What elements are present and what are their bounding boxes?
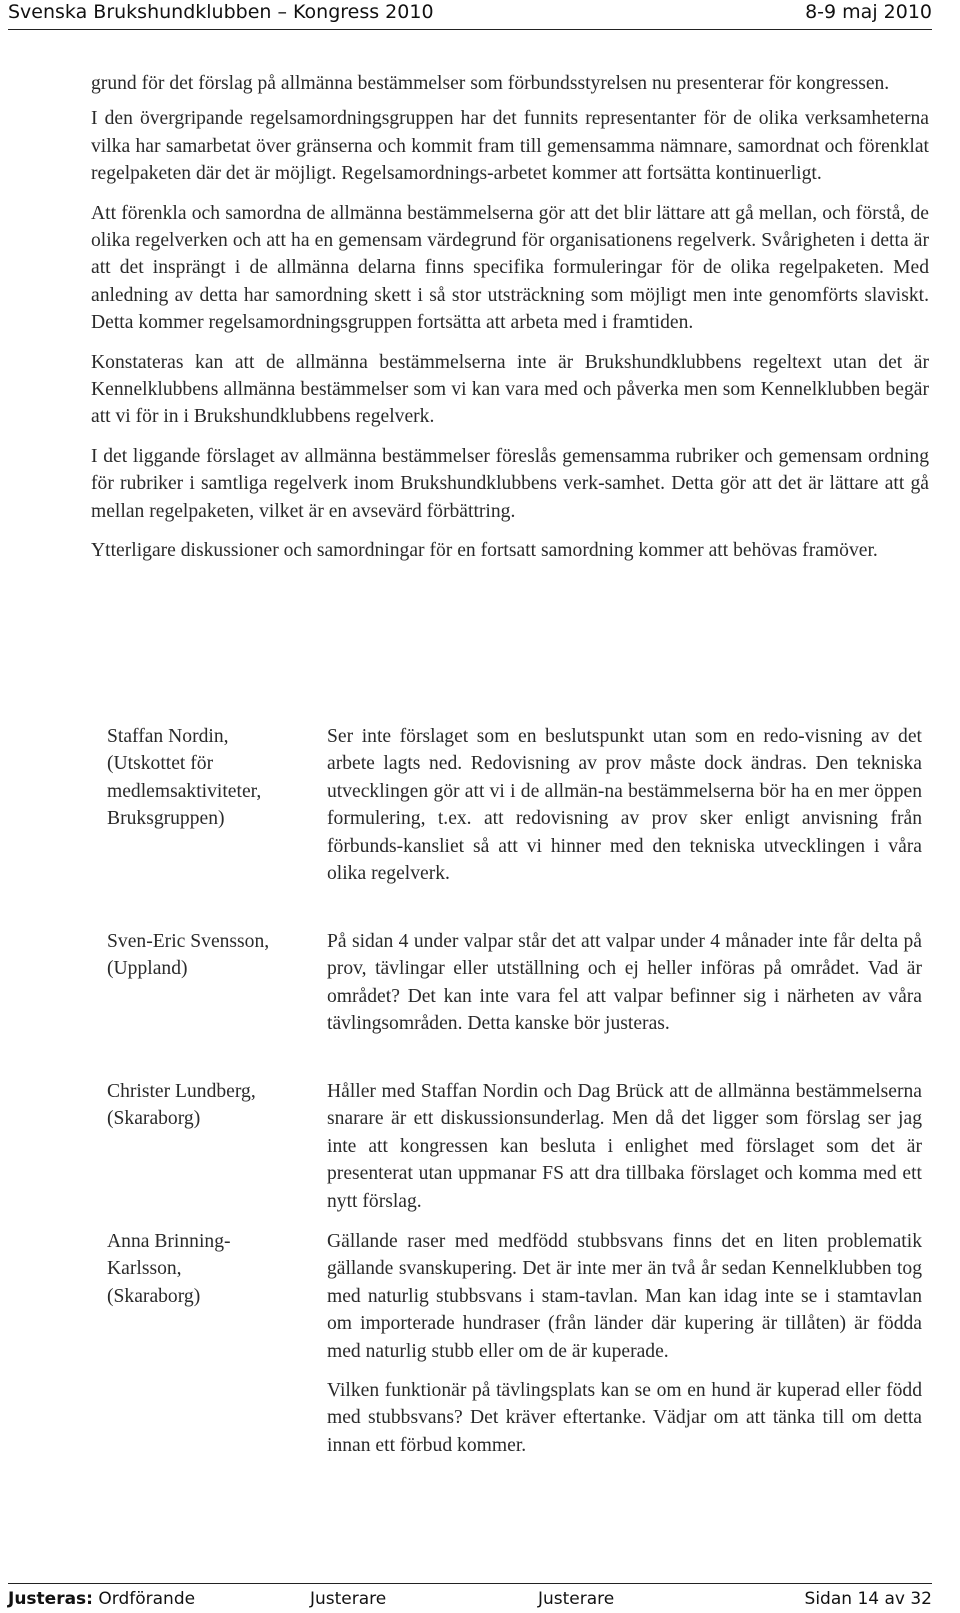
page-number: Sidan 14 av 32	[804, 1589, 932, 1609]
body-paragraph: Att förenkla och samordna de allmänna bestämmelserna gör att det blir lättare att gå mellan, och förstå, de olika regelverken och att ha en gemensam värdegrund för organisationens regelverk. Svårigheten i detta är att det insprängt i de allmänna delarna finns specifika formuleringar för de olika regelpaketen. Med anledning av detta har samordning skett i så stor utsträckning som möjligt men inte genomförts slaviskt. Detta kommer regelsamordningsgruppen fortsätta att arbeta med i framtiden.	[91, 202, 929, 334]
comment-body	[327, 1078, 922, 1215]
footer-justerare-1: Justerare	[310, 1589, 387, 1609]
ordforande-label: Ordförande	[98, 1589, 196, 1609]
comment-body	[327, 1228, 922, 1459]
footer-justerare-2: Justerare	[538, 1589, 615, 1609]
comment-author: Christer Lundberg, (Skaraborg)	[107, 1081, 256, 1130]
body-paragraph: grund för det förslag på allmänna bestämmelser som förbundsstyrelsen nu presenterar för kongressen.	[91, 73, 890, 94]
document-title: Svenska Brukshundklubben – Kongress 2010	[8, 1, 434, 23]
comment-paragraph: Vilken funktionär på tävlingsplats kan se om en hund är kuperad eller född med stubbsvans? Det kräver eftertanke. Vädjar om att tänka till om detta innan ett förbud kommer.	[327, 1380, 922, 1456]
comment-author: Staffan Nordin, (Utskottet för medlemsaktiviteter, Bruksgruppen)	[107, 726, 262, 830]
comment-author: Anna Brinning- Karlsson, (Skaraborg)	[107, 1231, 231, 1307]
body-paragraph: Konstateras kan att de allmänna bestämmelserna inte är Brukshundklubbens regeltext utan det är Kennelklubbens allmänna bestämmelser som vi kan vara med och påverka men som Kennelklubben begär att vi för in i Brukshundklubbens regelverk.	[91, 351, 929, 428]
footer-divider	[8, 1583, 932, 1584]
footer-ordforande	[8, 1589, 195, 1609]
body-paragraph: I det liggande förslaget av allmänna bestämmelser föreslås gemensamma rubriker och gemensam ordning för rubriker i samtliga regelverk inom Brukshundklubbens verk-samhet. Detta gör att det är lättare att gå mellan regelpaketen, vilket är en avsevärd förbättring.	[91, 445, 929, 522]
justeras-label: Justeras:	[8, 1589, 93, 1609]
page-footer	[8, 1586, 932, 1613]
page-header	[8, 0, 932, 30]
body-section	[91, 70, 929, 565]
comment-body	[327, 723, 922, 887]
comment-body	[327, 928, 922, 1038]
body-paragraph: Ytterligare diskussioner och samordningar för en fortsatt samordning kommer att behövas framöver.	[91, 540, 878, 562]
comment-paragraph: Ser inte förslaget som en beslutspunkt utan som en redo-visning av det arbete lagts ned. Redovisning av prov måste dock ändras. Den tekniska utvecklingen gör att vi i de allmän-na bestämmelserna bör ha en mer öppen formulering, t.ex. att redovisning av prov sker enligt anvisning från förbunds-kansliet så att vi hinner med den tekniska utvecklingen i våra olika regelverk.	[327, 726, 922, 885]
comment-paragraph: Håller med Staffan Nordin och Dag Brück att de allmänna bestämmelserna snarare är ett diskussionsunderlag. Men då det ligger som förslag ser jag inte att kongressen kan besluta i enlighet med förslaget som det är presenterat utan uppmanar FS att dra tillbaka förslaget och komma med ett nytt förslag.	[327, 1081, 922, 1212]
comment-author: Sven-Eric Svensson, (Uppland)	[107, 931, 270, 980]
header-divider	[8, 29, 932, 30]
comment-paragraph: På sidan 4 under valpar står det att valpar under 4 månader inte får delta på prov, tävlingar eller utställning och ej heller införas på området. Vad är området? Det kan inte vara fel att valpar befinner sig i närheten av våra tävlingsområden. Detta kanske bör justeras.	[327, 931, 922, 1035]
document-date: 8-9 maj 2010	[805, 1, 932, 23]
body-paragraph: I den övergripande regelsamordningsgruppen har det funnits representanter för de olika verksamheterna vilka har samarbetat över gränserna och kommit fram till gemensamma nämnare, samordnat och förenklat regelpaketen där det är möjligt. Regelsamordnings-arbetet kommer att fortsätta kontinuerligt.	[91, 108, 929, 185]
comment-paragraph: Gällande raser med medfödd stubbsvans finns det en liten problematik gällande svanskupering. Det är inte mer än två år sedan Kennelklubben tog med naturlig stubbsvans i stam-tavlan. Man kan idag inte se i stamtavlan om importerade hundraser (från länder där kupering är tillåten) är födda med naturlig stubb eller om de är kuperade.	[327, 1231, 922, 1362]
